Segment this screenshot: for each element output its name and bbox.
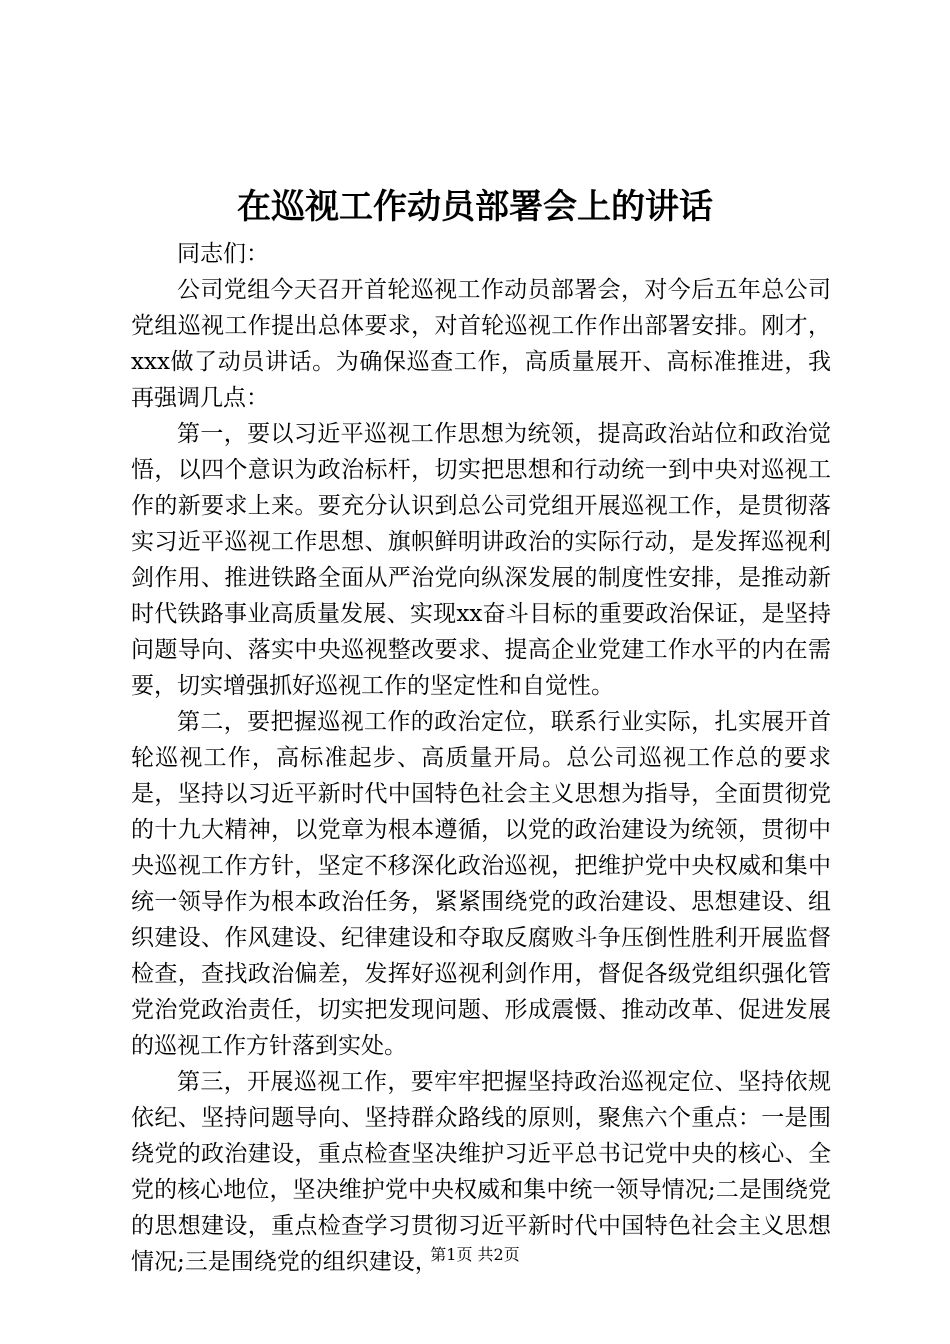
paragraph-third-point: 第三，开展巡视工作，要牢牢把握坚持政治巡视定位、坚持依规依纪、坚持问题导向、坚持群众路线的原则，聚焦六个重点：一是围绕党的政治建设，重点检查坚决维护习近平总书记党中央的核心、全党的核心地位，坚决维护党中央权威和集中统一领导情况;二是围绕党的思想建设，重点检查学习贯彻习近平新时代中国特色社会主义思想情况;三是围绕党的组织建设， — [131, 1069, 831, 1275]
document-body — [131, 236, 831, 1280]
paragraph-second-point: 第二，要把握巡视工作的政治定位，联系行业实际，扎实展开首轮巡视工作，高标准起步、高质量开局。总公司巡视工作总的要求是，坚持以习近平新时代中国特色社会主义思想为指导，全面贯彻党的十九大精神，以党章为根本遵循，以党的政治建设为统领，贯彻中央巡视工作方针，坚定不移深化政治巡视，把维护党中央权威和集中统一领导作为根本政治任务，紧紧围绕党的政治建设、思想建设、组织建设、作风建设、纪律建设和夺取反腐败斗争压倒性胜利开展监督检查，查找政治偏差，发挥好巡视利剑作用，督促各级党组织强化管党治党政治责任，切实把发现问题、形成震慑、推动改革、促进发展的巡视工作方针落到实处。 — [131, 709, 831, 1059]
page-number-footer: 第1页 共2页 — [430, 1245, 520, 1264]
salutation: 同志们： — [177, 241, 269, 267]
paragraph-first-point: 第一，要以习近平巡视工作思想为统领，提高政治站位和政治觉悟，以四个意识为政治标杆，切实把思想和行动统一到中央对巡视工作的新要求上来。要充分认识到总公司党组开展巡视工作，是贯彻落实习近平巡视工作思想、旗帜鲜明讲政治的实际行动，是发挥巡视利剑作用、推进铁路全面从严治党向纵深发展的制度性安排，是推动新时代铁路事业高质量发展、实现xx奋斗目标的重要政治保证，是坚持问题导向、落实中央巡视整改要求、提高企业党建工作水平的内在需要，切实增强抓好巡视工作的坚定性和自觉性。 — [131, 421, 831, 699]
document-title: 在巡视工作动员部署会上的讲话 — [237, 187, 713, 227]
paragraph-intro: 公司党组今天召开首轮巡视工作动员部署会，对今后五年总公司党组巡视工作提出总体要求，对首轮巡视工作作出部署安排。刚才，xxx做了动员讲话。为确保巡查工作，高质量展开、高标准推进，我再强调几点： — [131, 277, 831, 411]
